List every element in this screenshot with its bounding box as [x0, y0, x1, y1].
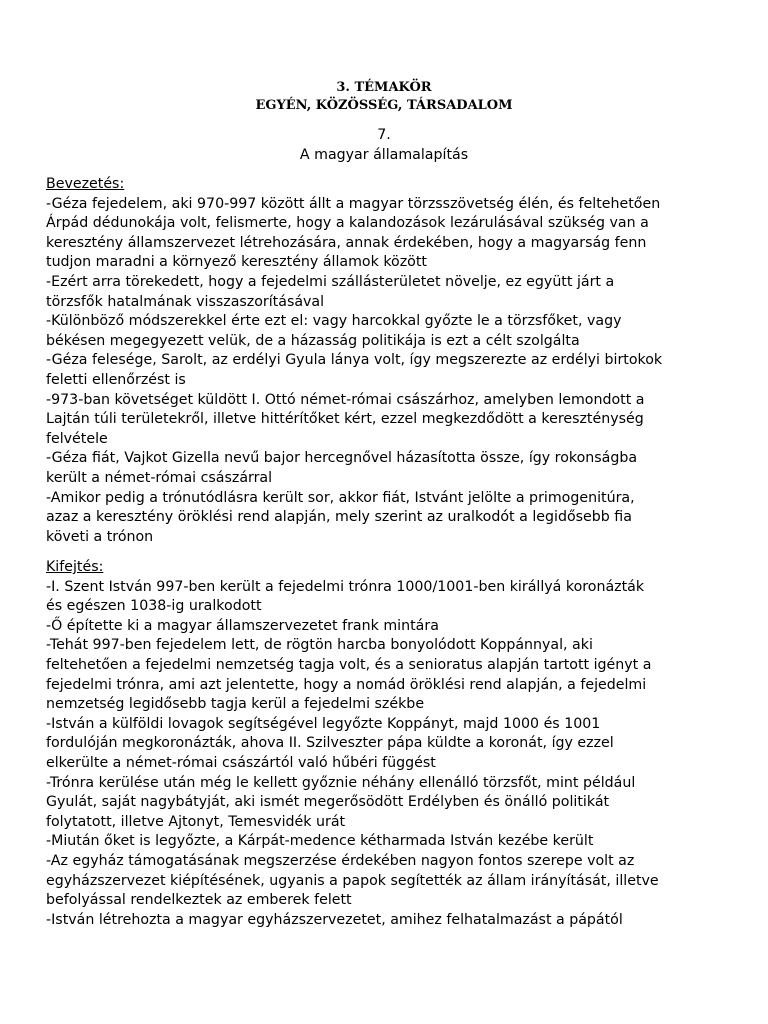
section-title: A magyar államalapítás: [299, 146, 469, 163]
kifejtes-section: [46, 558, 736, 930]
paragraph-line: -Miután őket is legyőzte, a Kárpát-medence kétharmada István kezébe került: [46, 833, 594, 850]
paragraph-line: követi a trónon: [46, 528, 154, 545]
paragraph-line: keresztény államszervezet létrehozására, annak érdekében, hogy a magyarság fenn: [46, 234, 647, 251]
topic-heading: 3. TÉMAKÖR: [336, 80, 432, 95]
paragraph-line: Gyulát, saját nagybátyját, aki ismét megerősödött Erdélyben és önálló politikát: [46, 794, 610, 811]
paragraph-line: -Géza fejedelem, aki 970-997 között állt a magyar törzsszövetség élén, és feltehetően: [46, 195, 661, 212]
paragraph-line: -István a külföldi lovagok segítségével legyőzte Koppányt, majd 1000 és 1001: [46, 715, 601, 732]
paragraph-line: tudjon maradni a környező keresztény államok között: [46, 254, 427, 271]
paragraph-line: egyházszervezet kiépítésének, ugyanis a papok segítették az állam irányítását, illetve: [46, 872, 659, 889]
paragraph-line: fejedelmi trónra, ami azt jelentette, hogy a nomád öröklési rend alapján, a fejedelmi: [46, 676, 647, 693]
paragraph-line: -Ezért arra törekedett, hogy a fejedelmi szállásterületet növelje, ez együtt járt a: [46, 273, 615, 290]
paragraph-line: fordulóján megkoronázták, ahova II. Szilveszter pápa küldte a koronát, így ezzel: [46, 735, 614, 752]
paragraph-line: -István létrehozta a magyar egyházszervezetet, amihez felhatalmazást a pápától: [46, 911, 623, 928]
paragraph-line: -Ő építette ki a magyar államszervezetet frank mintára: [46, 617, 439, 634]
paragraph-line: -Tehát 997-ben fejedelem lett, de rögtön harcba bonyolódott Koppánnyal, aki: [46, 637, 593, 654]
paragraph-line: Lajtán túli területekről, illetve hittérítőket kért, ezzel megkezdődött a kereszténység: [46, 411, 644, 428]
paragraph-line: került a német-római császárral: [46, 469, 273, 486]
paragraph-line: elkerülte a német-római császártól való hűbéri függést: [46, 754, 436, 771]
paragraph-line: -973-ban követséget küldött I. Ottó német-római császárhoz, amelyben lemondott a: [46, 391, 645, 408]
paragraph-line: békésen megegyezett velük, de a házasság politikája is ezt a célt szolgálta: [46, 332, 580, 349]
paragraph-line: -Trónra kerülése után még le kellett győznie néhány ellenálló törzsfőt, mint például: [46, 774, 636, 791]
paragraph-line: törzsfők hatalmának visszaszorításával: [46, 293, 325, 310]
paragraph-line: -Amikor pedig a trónutódlásra került sor, akkor fiát, Istvánt jelölte a primogenitúra,: [46, 489, 635, 506]
paragraph-line: folytatott, illetve Ajtonyt, Temesvidék urát: [46, 813, 346, 830]
theme-heading: EGYÉN, KÖZÖSSÉG, TÁRSADALOM: [255, 98, 513, 113]
paragraph-line: -Az egyház támogatásának megszerzése érdekében nagyon fontos szerepe volt az: [46, 852, 635, 869]
paragraph-line: -I. Szent István 997-ben került a fejedelmi trónra 1000/1001-ben királlyá koronázták: [46, 578, 645, 595]
section-title-block: [0, 126, 768, 165]
paragraph-line: -Géza fiát, Vajkot Gizella nevű bajor hercegnővel házasította össze, így rokonságba: [46, 450, 638, 467]
intro-section: [46, 175, 736, 547]
kifejtes-heading: Kifejtés:: [46, 559, 104, 575]
paragraph-line: feletti ellenőrzést is: [46, 371, 186, 388]
paragraph-line: azaz a keresztény öröklési rend alapján, mely szerint az uralkodót a legidősebb fia: [46, 509, 632, 526]
document-header: [0, 79, 768, 115]
paragraph-line: Árpád dédunokája volt, felismerte, hogy a kalandozások lezárulásával szükség van a: [46, 215, 649, 232]
intro-heading: Bevezetés:: [46, 176, 125, 192]
paragraph-line: -Különböző módszerekkel érte ezt el: vagy harcokkal győzte le a törzsfőket, vagy: [46, 313, 622, 330]
paragraph-line: -Géza felesége, Sarolt, az erdélyi Gyula lánya volt, így megszerezte az erdélyi birtokok: [46, 352, 663, 369]
paragraph-line: nemzetség legidősebb tagja kerül a fejedelmi székbe: [46, 696, 425, 713]
section-number: 7.: [377, 127, 391, 143]
paragraph-line: feltehetően a fejedelmi nemzetség tagja volt, és a senioratus alapján tartott igényt a: [46, 656, 652, 673]
paragraph-line: befolyással rendelkeztek az emberek felett: [46, 892, 352, 909]
paragraph-line: és egészen 1038-ig uralkodott: [46, 598, 262, 615]
paragraph-line: felvétele: [46, 430, 108, 447]
